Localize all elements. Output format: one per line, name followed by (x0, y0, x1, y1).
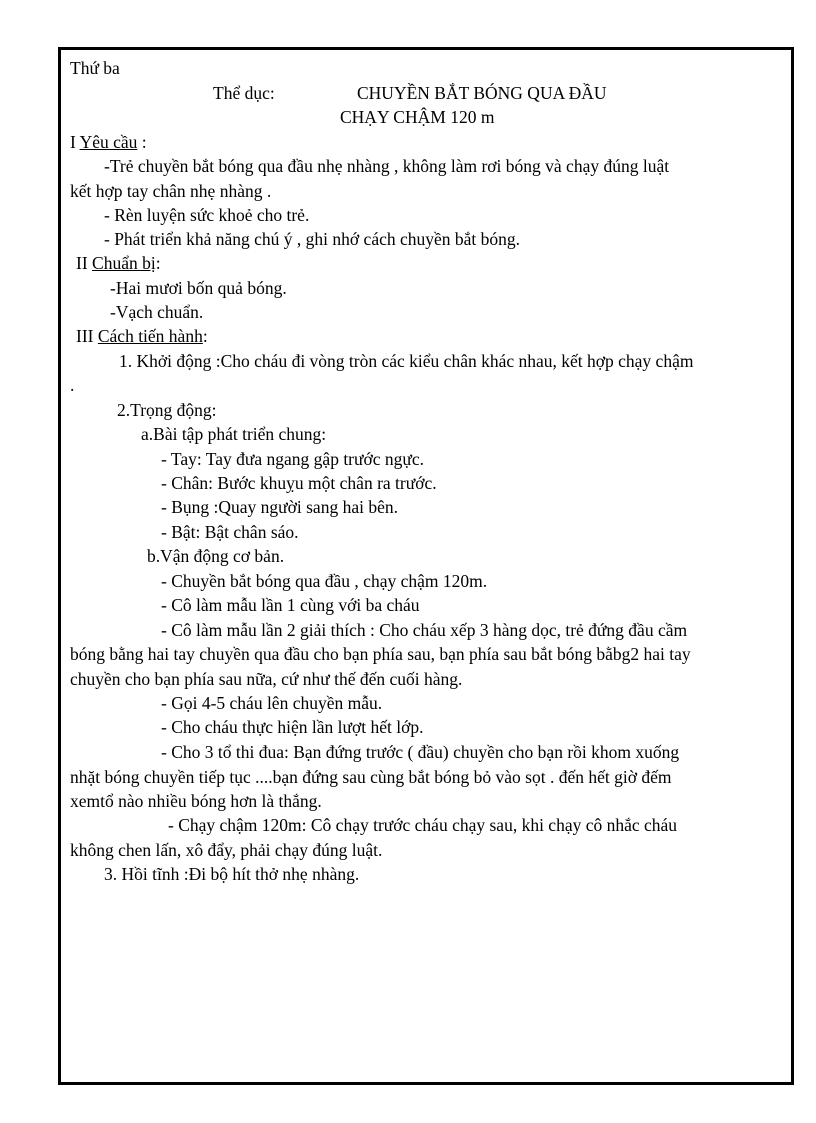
section-1-heading (70, 131, 147, 153)
activity-line: - Chuyền bắt bóng qua đầu , chạy chậm 120m. (161, 571, 488, 591)
activity-line: bóng bằng hai tay chuyền qua đầu cho bạn phía sau, bạn phía sau bắt bóng bằbg2 hai tay (70, 644, 691, 664)
section-3-title: Cách tiến hành (97, 326, 203, 346)
activity-line: - Cho cháu thực hiện lần lượt hết lớp. (161, 717, 424, 737)
subject-label: Thể dục: (213, 83, 275, 103)
activity-line: nhặt bóng chuyền tiếp tục ....bạn đứng sau cùng bắt bóng bỏ vào sọt . đến hết giờ đếm (70, 767, 672, 787)
section-3-number: III (76, 326, 94, 346)
activity-line: chuyền cho bạn phía sau nữa, cứ như thế đến cuối hàng. (70, 669, 463, 689)
exercise-line: - Bật: Bật chân sáo. (161, 522, 299, 542)
section-2-number: II (76, 253, 88, 273)
activity-line: - Cho 3 tổ thi đua: Bạn đứng trước ( đầu) chuyền cho bạn rồi khom xuống (161, 742, 680, 762)
activity-line: - Cô làm mẫu lần 1 cùng với ba cháu (161, 595, 420, 615)
activity-line: - Gọi 4-5 cháu lên chuyền mẫu. (161, 693, 383, 713)
section-2-heading (76, 252, 161, 274)
activity-line: không chen lấn, xô đẩy, phải chạy đúng luật. (70, 840, 383, 860)
step-1: 1. Khởi động :Cho cháu đi vòng tròn các kiểu chân khác nhau, kết hợp chạy chậm (119, 351, 694, 371)
activity-line: - Cô làm mẫu lần 2 giải thích : Cho cháu xếp 3 hàng dọc, trẻ đứng đầu cầm (161, 620, 688, 640)
requirement-line: - Rèn luyện sức khoẻ cho trẻ. (104, 205, 310, 225)
step-3: 3. Hồi tĩnh :Đi bộ hít thở nhẹ nhàng. (104, 864, 360, 884)
section-3-colon: : (202, 326, 208, 346)
exercise-line: - Chân: Bước khuỵu một chân ra trước. (161, 473, 437, 493)
step-1-cont: . (70, 375, 75, 395)
exercise-line: - Tay: Tay đưa ngang gập trước ngực. (161, 449, 425, 469)
section-3-heading (76, 325, 208, 347)
exercise-line: - Bụng :Quay người sang hai bên. (161, 497, 398, 517)
lesson-title: CHUYỀN BẮT BÓNG QUA ĐẦU (357, 83, 607, 103)
preparation-line: -Hai mươi bốn quả bóng. (110, 278, 287, 298)
sub-heading-b: b.Vận động cơ bản. (147, 546, 285, 566)
preparation-line: -Vạch chuẩn. (110, 302, 204, 322)
sub-heading-a: a.Bài tập phát triển chung: (141, 424, 327, 444)
step-2: 2.Trọng động: (117, 400, 217, 420)
requirement-line: -Trẻ chuyền bắt bóng qua đầu nhẹ nhàng , không làm rơi bóng và chạy đúng luật (104, 156, 670, 176)
section-1-colon: : (137, 132, 147, 152)
activity-line: - Chạy chậm 120m: Cô chạy trước cháu chạy sau, khi chạy cô nhắc cháu (168, 815, 678, 835)
requirement-line: - Phát triển khả năng chú ý , ghi nhớ cách chuyền bắt bóng. (104, 229, 521, 249)
section-2-colon: : (155, 253, 161, 273)
section-1-title: Yêu cầu (79, 132, 138, 152)
day-label: Thứ ba (70, 58, 120, 78)
section-1-number: I (70, 132, 76, 152)
section-2-title: Chuẩn bị (92, 253, 156, 273)
requirement-line: kết hợp tay chân nhẹ nhàng . (70, 181, 272, 201)
activity-line: xemtổ nào nhiều bóng hơn là thắng. (70, 791, 322, 811)
lesson-subtitle: CHẠY CHẬM 120 m (340, 107, 495, 127)
